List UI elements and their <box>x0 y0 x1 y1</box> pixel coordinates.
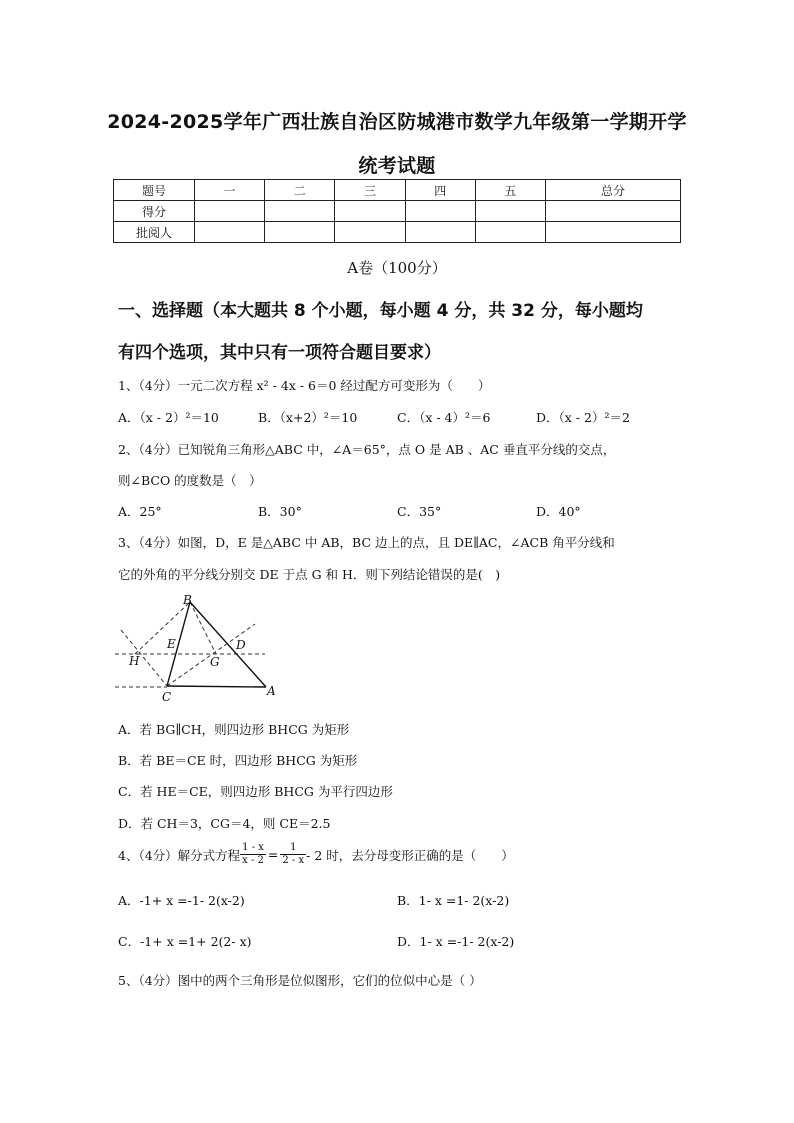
question-4-stem <box>118 842 514 867</box>
score-cell[interactable] <box>546 201 681 222</box>
score-table-header: 总分 <box>546 180 681 201</box>
question-5-stem: 5、（4分）图中的两个三角形是位似图形，它们的位似中心是（ ） <box>118 973 482 988</box>
section-a-heading: A卷（100分） <box>347 259 447 277</box>
question-2-stem-line2: 则∠BCO 的度数是（ ） <box>118 473 262 488</box>
question-4-stem-suffix: - 2 时，去分母变形正确的是（ ） <box>306 847 514 863</box>
section-one-heading-line2: 有四个选项，其中只有一项符合题目要求） <box>118 343 441 363</box>
question-3-option-a[interactable]: A．若 BG∥CH，则四边形 BHCG 为矩形 <box>118 722 350 737</box>
score-cell[interactable] <box>195 222 265 243</box>
figure-label-e: E <box>167 637 176 651</box>
question-4-option-b[interactable]: B．1- x =1- 2(x-2) <box>397 893 510 908</box>
question-3-option-d[interactable]: D．若 CH＝3，CG＝4，则 CE＝2.5 <box>118 816 331 831</box>
figure-label-d: D <box>236 638 246 652</box>
figure-side-ca <box>167 686 266 687</box>
question-1-option-c[interactable]: C．（x - 4）²＝6 <box>397 410 491 425</box>
score-table <box>113 179 681 243</box>
score-table-header: 四 <box>405 180 475 201</box>
question-4-option-c[interactable]: C．-1+ x =1+ 2(2- x) <box>118 934 252 949</box>
section-one-heading-line1: 一、选择题（本大题共 8 个小题，每小题 4 分，共 32 分，每小题均 <box>118 301 643 321</box>
question-2-option-a[interactable]: A．25° <box>118 504 162 519</box>
figure-label-c: C <box>162 690 172 704</box>
question-1-stem: 1、（4分）一元二次方程 x² - 4x - 6＝0 经过配方可变形为（ ） <box>118 378 491 393</box>
figure-line-bg <box>190 602 216 654</box>
question-4-equals: = <box>267 847 279 862</box>
score-cell[interactable] <box>195 201 265 222</box>
score-cell[interactable] <box>546 222 681 243</box>
score-cell[interactable] <box>405 222 475 243</box>
score-cell[interactable] <box>335 201 405 222</box>
question-1-option-b[interactable]: B．（x+2）²＝10 <box>258 410 358 425</box>
question-3-option-c[interactable]: C．若 HE＝CE，则四边形 BHCG 为平行四边形 <box>118 784 393 799</box>
fraction-2-denominator: 2 - x <box>282 855 305 866</box>
score-cell[interactable] <box>265 222 335 243</box>
score-cell[interactable] <box>265 201 335 222</box>
question-4-stem-prefix: 4、（4分）解分式方程 <box>118 847 241 863</box>
score-cell[interactable] <box>475 201 545 222</box>
score-row-label: 得分 <box>114 201 195 222</box>
question-1-option-d[interactable]: D．（x - 2）²＝2 <box>536 410 630 425</box>
question-3-stem-line1: 3、（4分）如图，D，E 是△ABC 中 AB，BC 边上的点，且 DE∥AC，∠ACB 角平分线和 <box>118 535 615 550</box>
fraction-1-numerator: 1 - x <box>242 842 264 853</box>
figure-line-hc <box>121 630 167 686</box>
score-row-label: 批阅人 <box>114 222 195 243</box>
score-table-row <box>114 201 681 222</box>
figure-label-a: A <box>267 684 276 698</box>
figure-line-hb <box>135 602 190 654</box>
question-3-option-b[interactable]: B．若 BE＝CE 时，四边形 BHCG 为矩形 <box>118 753 358 768</box>
question-4-fraction-2 <box>280 842 306 867</box>
exam-title-line1: 2024-2025学年广西壮族自治区防城港市数学九年级第一学期开学 <box>107 111 687 133</box>
score-table-header: 二 <box>265 180 335 201</box>
question-4-fraction-1 <box>240 842 266 867</box>
figure-side-ba <box>190 602 266 687</box>
score-table-row <box>114 222 681 243</box>
question-2-option-d[interactable]: D．40° <box>536 504 581 519</box>
score-table-header: 三 <box>335 180 405 201</box>
score-table-header: 一 <box>195 180 265 201</box>
figure-label-b: B <box>183 593 192 607</box>
question-4-option-d[interactable]: D．1- x =-1- 2(x-2) <box>397 934 515 949</box>
score-table-header: 题号 <box>114 180 195 201</box>
score-cell[interactable] <box>405 201 475 222</box>
triangle-figure <box>115 590 285 705</box>
figure-label-g: G <box>210 655 220 669</box>
score-cell[interactable] <box>475 222 545 243</box>
figure-label-h: H <box>129 654 140 668</box>
question-2-stem-line1: 2、（4分）已知锐角三角形△ABC 中，∠A＝65°，点 O 是 AB 、AC 垂直平分线的交点， <box>118 442 616 457</box>
score-table-header: 五 <box>475 180 545 201</box>
question-2-option-b[interactable]: B．30° <box>258 504 302 519</box>
fraction-2-numerator: 1 <box>280 842 306 855</box>
question-2-option-c[interactable]: C．35° <box>397 504 442 519</box>
question-1-option-a[interactable]: A．（x - 2）²＝10 <box>118 410 219 425</box>
exam-title-line2: 统考试题 <box>358 155 436 177</box>
fraction-1-denominator: x - 2 <box>242 855 264 866</box>
question-4-option-a[interactable]: A．-1+ x =-1- 2(x-2) <box>118 893 245 908</box>
score-cell[interactable] <box>335 222 405 243</box>
question-3-stem-line2: 它的外角的平分线分别交 DE 于点 G 和 H．则下列结论错误的是( ) <box>118 567 501 582</box>
score-table-header-row <box>114 180 681 201</box>
